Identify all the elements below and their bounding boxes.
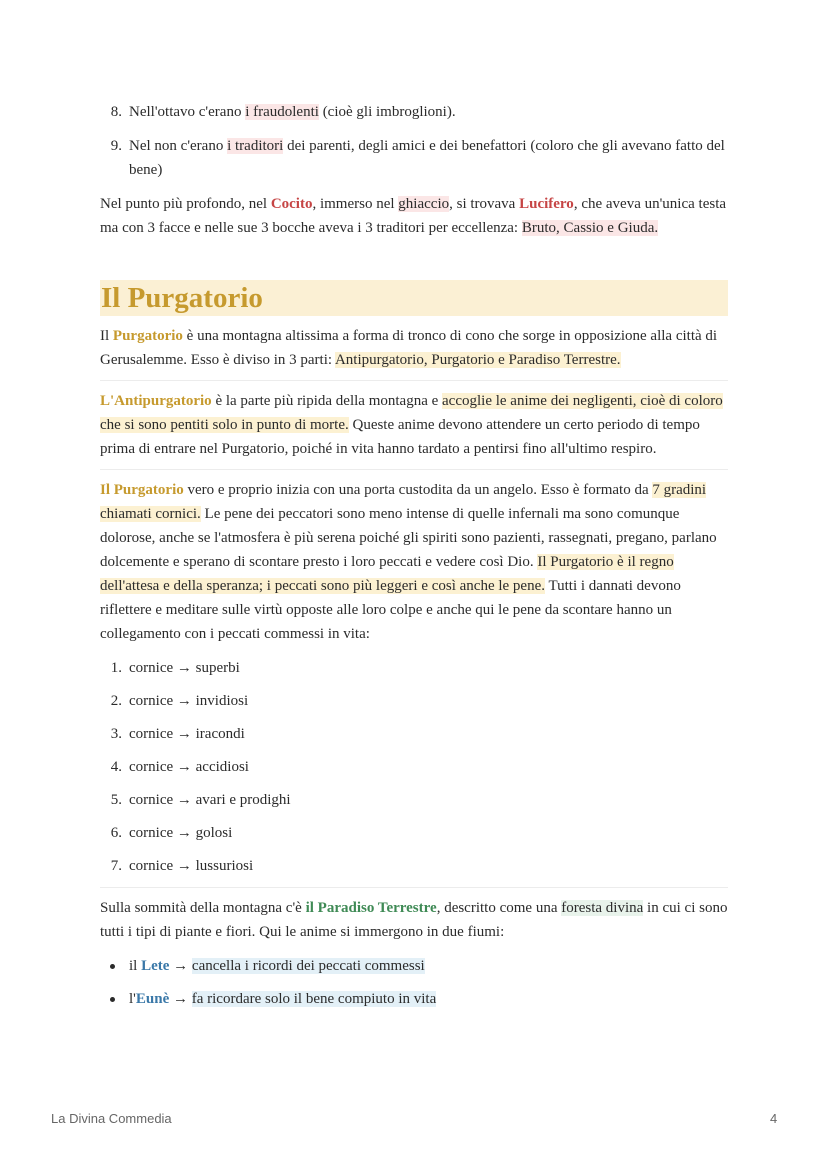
footer-title: La Divina Commedia <box>51 1111 172 1126</box>
page-content <box>100 100 728 1011</box>
list-item: 1. cornice → superbi <box>110 660 240 676</box>
list-number: 9. <box>110 138 122 154</box>
list-item: 5. cornice → avari e prodighi <box>110 792 291 808</box>
highlight: Il Purgatorio è il regno dell'attesa e della speranza; i peccati sono più leggeri e così anche le pene. <box>100 554 674 594</box>
divider <box>100 380 728 381</box>
bullet-icon <box>110 964 115 969</box>
highlight: i fraudolenti <box>245 104 319 120</box>
paradiso-paragraph: Sulla sommità della montagna c'è il Paradiso Terrestre, descritto come una foresta divina in cui ci sono tutti i tipi di piante e fiori. Qui le anime si immergono in due fiumi: <box>100 900 728 940</box>
highlight: i traditori <box>227 138 284 154</box>
list-item: 3. cornice → iracondi <box>110 726 245 742</box>
list-item: 8. Nell'ottavo c'erano i fraudolenti (cioè gli imbroglioni). <box>100 100 728 124</box>
list-item: 2. cornice → invidiosi <box>110 693 249 709</box>
highlight: Bruto, Cassio e Giuda. <box>521 220 659 236</box>
highlight: ghiaccio <box>398 196 450 212</box>
term-eune: Eunè <box>135 991 170 1007</box>
highlight: 7 gradini chiamati cornici. <box>100 482 707 522</box>
divider <box>100 887 728 888</box>
term-lucifero: Lucifero <box>519 196 574 212</box>
divider <box>100 469 728 470</box>
list-number: 8. <box>110 104 122 120</box>
highlight: fa ricordare solo il bene compiuto in vita <box>191 991 437 1007</box>
section-heading: Il Purgatorio <box>100 280 728 316</box>
inferno-list <box>100 100 728 182</box>
highlight: Antipurgatorio, Purgatorio e Paradiso Terrestre. <box>334 352 621 368</box>
highlight: foresta divina <box>561 900 644 916</box>
highlight: accoglie le anime dei negligenti, cioè di coloro che si sono pentiti solo in punto di morte. <box>100 393 723 433</box>
list-item: 9. Nel non c'erano i traditori dei parenti, degli amici e dei benefattori (coloro che gli avevano fatto del bene) <box>100 134 728 182</box>
term-purgatorio: Il Purgatorio <box>100 482 184 498</box>
list-item: 6. cornice → golosi <box>110 825 233 841</box>
term-cocito: Cocito <box>270 196 313 212</box>
term-purgatorio: Purgatorio <box>112 328 183 344</box>
antipurgatorio-paragraph: L'Antipurgatorio è la parte più ripida della montagna e accoglie le anime dei negligenti, cioè di coloro che si sono pentiti solo in punto di morte. Queste anime devono attendere un certo periodo di tempo prima di entrare nel Purgatorio, poiché in vita hanno tardato a pentirsi fino all'ultimo respiro. <box>100 393 723 457</box>
bullet-icon <box>110 997 115 1002</box>
term-lete: Lete <box>141 958 170 974</box>
term-antipurgatorio: L'Antipurgatorio <box>100 393 212 409</box>
list-item: 7. cornice → lussuriosi <box>110 858 254 874</box>
term-paradiso-terrestre: il Paradiso Terrestre <box>305 900 437 916</box>
page-number: 4 <box>770 1111 778 1126</box>
fiumi-list <box>100 954 728 1011</box>
list-item: il Lete → cancella i ricordi dei peccati commessi <box>100 954 728 978</box>
cocito-paragraph: Nel punto più profondo, nel Cocito, immerso nel ghiaccio, si trovava Lucifero, che aveva un'unica testa ma con 3 facce e nelle sue 3 bocche aveva i 3 traditori per eccellenza: Bruto, Cassio e Giuda. <box>100 196 727 236</box>
intro-paragraph: Il Purgatorio è una montagna altissima a forma di tronco di cono che sorge in opposizione alla città di Gerusalemme. Esso è diviso in 3 parti: Antipurgatorio, Purgatorio e Paradiso Terrestre. <box>100 328 718 368</box>
highlight: cancella i ricordi dei peccati commessi <box>191 958 425 974</box>
list-item: 4. cornice → accidiosi <box>110 759 249 775</box>
cornici-list <box>100 656 728 878</box>
list-item: l'Eunè → fa ricordare solo il bene compiuto in vita <box>100 987 728 1011</box>
purgatorio-paragraph: Il Purgatorio vero e proprio inizia con una porta custodita da un angelo. Esso è formato da 7 gradini chiamati cornici. Le pene dei peccatori sono meno intense di quelle infernali ma sono comunque dolorose, anche se l'atmosfera è più serena poiché gli spiriti sono pazienti, rassegnati, pregano, parlano dolcemente e sperano di scontare presto i loro peccati e vedere così Dio. Il Purgatorio è il regno dell'attesa e della speranza; i peccati sono più leggeri e così anche le pene. Tutti i dannati devono riflettere e meditare sulle virtù opposte alle loro colpe e anche qui le pene da scontare hanno un collegamento con i peccati commessi in vita: <box>100 482 717 642</box>
